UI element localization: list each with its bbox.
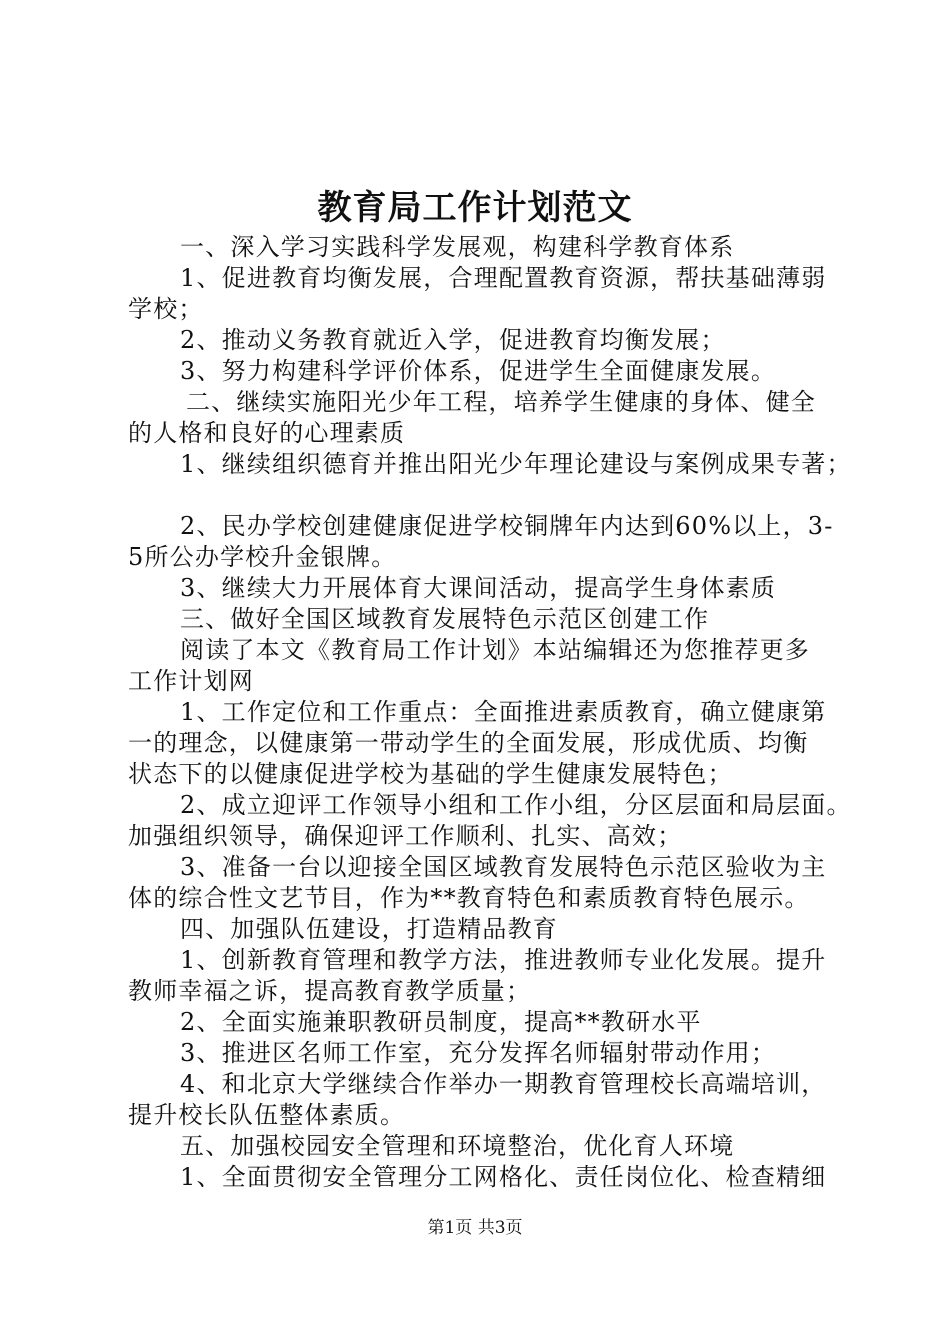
paragraph-line: 工作计划网 (128, 667, 254, 695)
paragraph-line: 2、推动义务教育就近入学，促进教育均衡发展； (180, 326, 726, 354)
paragraph-line: 3、准备一台以迎接全国区域教育发展特色示范区验收为主 (180, 853, 827, 881)
paragraph-line: 3、继续大力开展体育大课间活动，提高学生身体素质 (180, 574, 777, 602)
paragraph-line: 1、促进教育均衡发展，合理配置教育资源，帮扶基础薄弱 (180, 264, 827, 292)
page-number-footer: 第1页 共3页 (427, 1218, 523, 1238)
paragraph-line: 3、推进区名师工作室，充分发挥名师辐射带动作用； (180, 1039, 777, 1067)
section-heading: 五、加强校园安全管理和环境整治，优化育人环境 (180, 1132, 735, 1160)
paragraph-line: 1、创新教育管理和教学方法，推进教师专业化发展。提升 (180, 946, 827, 974)
section-heading: 四、加强队伍建设，打造精品教育 (180, 915, 558, 943)
paragraph-line: 1、工作定位和工作重点：全面推进素质教育，确立健康第 (180, 698, 827, 726)
paragraph-line: 体的综合性文艺节目，作为**教育特色和素质教育特色展示。 (128, 884, 810, 912)
paragraph-line: 3、努力构建科学评价体系，促进学生全面健康发展。 (180, 357, 777, 385)
paragraph-line: 4、和北京大学继续合作举办一期教育管理校长高端培训， (180, 1070, 827, 1098)
paragraph-line: 5所公办学校升金银牌。 (128, 543, 397, 571)
paragraph-line: 1、全面贯彻安全管理分工网格化、责任岗位化、检查精细 (180, 1163, 827, 1191)
paragraph-line: 2、成立迎评工作领导小组和工作小组，分区层面和局层面。 (180, 791, 852, 819)
section-heading: 三、做好全国区域教育发展特色示范区创建工作 (180, 605, 710, 633)
paragraph-line: 一的理念，以健康第一带动学生的全面发展，形成优质、均衡 (128, 729, 809, 757)
paragraph-line: 状态下的以健康促进学校为基础的学生健康发展特色； (128, 760, 733, 788)
paragraph-line: 加强组织领导，确保迎评工作顺利、扎实、高效； (128, 822, 683, 850)
blank-line (128, 480, 832, 511)
paragraph-line: 提升校长队伍整体素质。 (128, 1101, 406, 1129)
section-heading: 一、深入学习实践科学发展观，构建科学教育体系 (180, 233, 735, 261)
paragraph-line: 阅读了本文《教育局工作计划》本站编辑还为您推荐更多 (180, 636, 810, 664)
paragraph-line: 学校； (128, 295, 204, 323)
paragraph-line: 的人格和良好的心理素质 (128, 419, 406, 447)
document-body (128, 232, 852, 1193)
document-title: 教育局工作计划范文 (317, 188, 633, 228)
paragraph-line: 1、继续组织德育并推出阳光少年理论建设与案例成果专著； (180, 450, 852, 478)
paragraph-line: 2、民办学校创建健康促进学校铜牌年内达到60%以上，3- (180, 512, 834, 540)
section-heading: 二、继续实施阳光少年工程，培养学生健康的身体、健全 (186, 388, 816, 416)
paragraph-line: 2、全面实施兼职教研员制度，提高**教研水平 (180, 1008, 702, 1036)
paragraph-line: 教师幸福之诉，提高教育教学质量； (128, 977, 532, 1005)
